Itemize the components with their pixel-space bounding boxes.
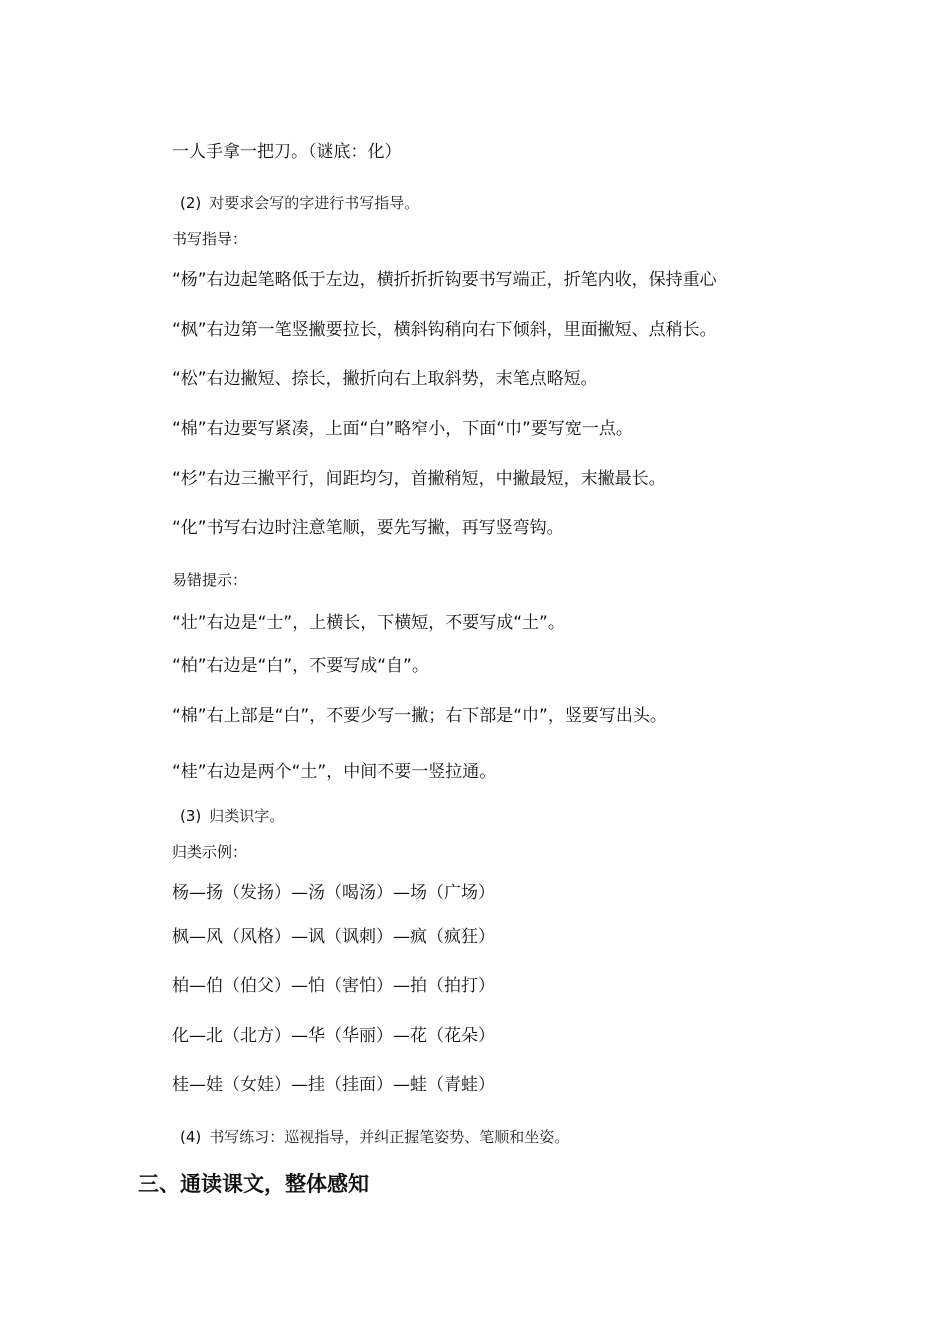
writing-guide-item: “杉”右边三撇平行，间距均匀，首撇稍短，中撇最短，末撇最长。	[172, 469, 666, 489]
step-3-number: (3)	[180, 807, 202, 825]
classification-item: 柏—伯（伯父）—怕（害怕）—拍（拍打）	[172, 976, 495, 996]
classification-item: 化—北（北方）—华（华丽）—花（花朵）	[172, 1026, 495, 1046]
error-tips-label: 易错提示：	[172, 571, 248, 589]
classification-item: 枫—风（风格）—讽（讽刺）—疯（疯狂）	[172, 927, 495, 947]
step-3	[180, 806, 284, 825]
section-3-heading: 三、通读课文，整体感知	[138, 1172, 369, 1196]
writing-guide-item: “杨”右边起笔略低于左边，横折折折钩要书写端正，折笔内收，保持重心	[172, 270, 717, 290]
step-2-number: (2)	[180, 194, 202, 212]
writing-guide-label: 书写指导：	[172, 230, 248, 248]
riddle-text: 一人手拿一把刀。（谜底：化）	[172, 142, 402, 162]
step-4	[180, 1127, 569, 1146]
error-tip-item: “桂”右边是两个“土”，中间不要一竖拉通。	[172, 762, 497, 782]
writing-guide-item: “棉”右边要写紧凑，上面“白”略窄小，下面“巾”要写宽一点。	[172, 419, 633, 439]
writing-guide-item: “化”书写右边时注意笔顺，要先写撇，再写竖弯钩。	[172, 518, 564, 538]
writing-guide-item: “枫”右边第一笔竖撇要拉长，横斜钩稍向右下倾斜，里面撇短、点稍长。	[172, 320, 717, 340]
error-tip-item: “壮”右边是“士”，上横长，下横短，不要写成“土”。	[172, 613, 565, 633]
classification-item: 桂—娃（女娃）—挂（挂面）—蛙（青蛙）	[172, 1075, 495, 1095]
step-4-number: (4)	[180, 1128, 202, 1146]
step-2-text: 对要求会写的字进行书写指导。	[209, 194, 420, 212]
step-4-text: 书写练习：巡视指导，并纠正握笔姿势、笔顺和坐姿。	[209, 1128, 570, 1146]
step-3-text: 归类识字。	[209, 807, 285, 825]
step-2	[180, 193, 419, 212]
error-tip-item: “棉”右上部是“白”，不要少写一撇；右下部是“巾”，竖要写出头。	[172, 706, 667, 726]
error-tip-item: “柏”右边是“白”，不要写成“自”。	[172, 656, 429, 676]
classification-item: 杨—扬（发扬）—汤（喝汤）—场（广场）	[172, 883, 495, 903]
writing-guide-item: “松”右边撇短、捺长，撇折向右上取斜势，末笔点略短。	[172, 369, 598, 389]
classification-label: 归类示例：	[172, 843, 248, 861]
